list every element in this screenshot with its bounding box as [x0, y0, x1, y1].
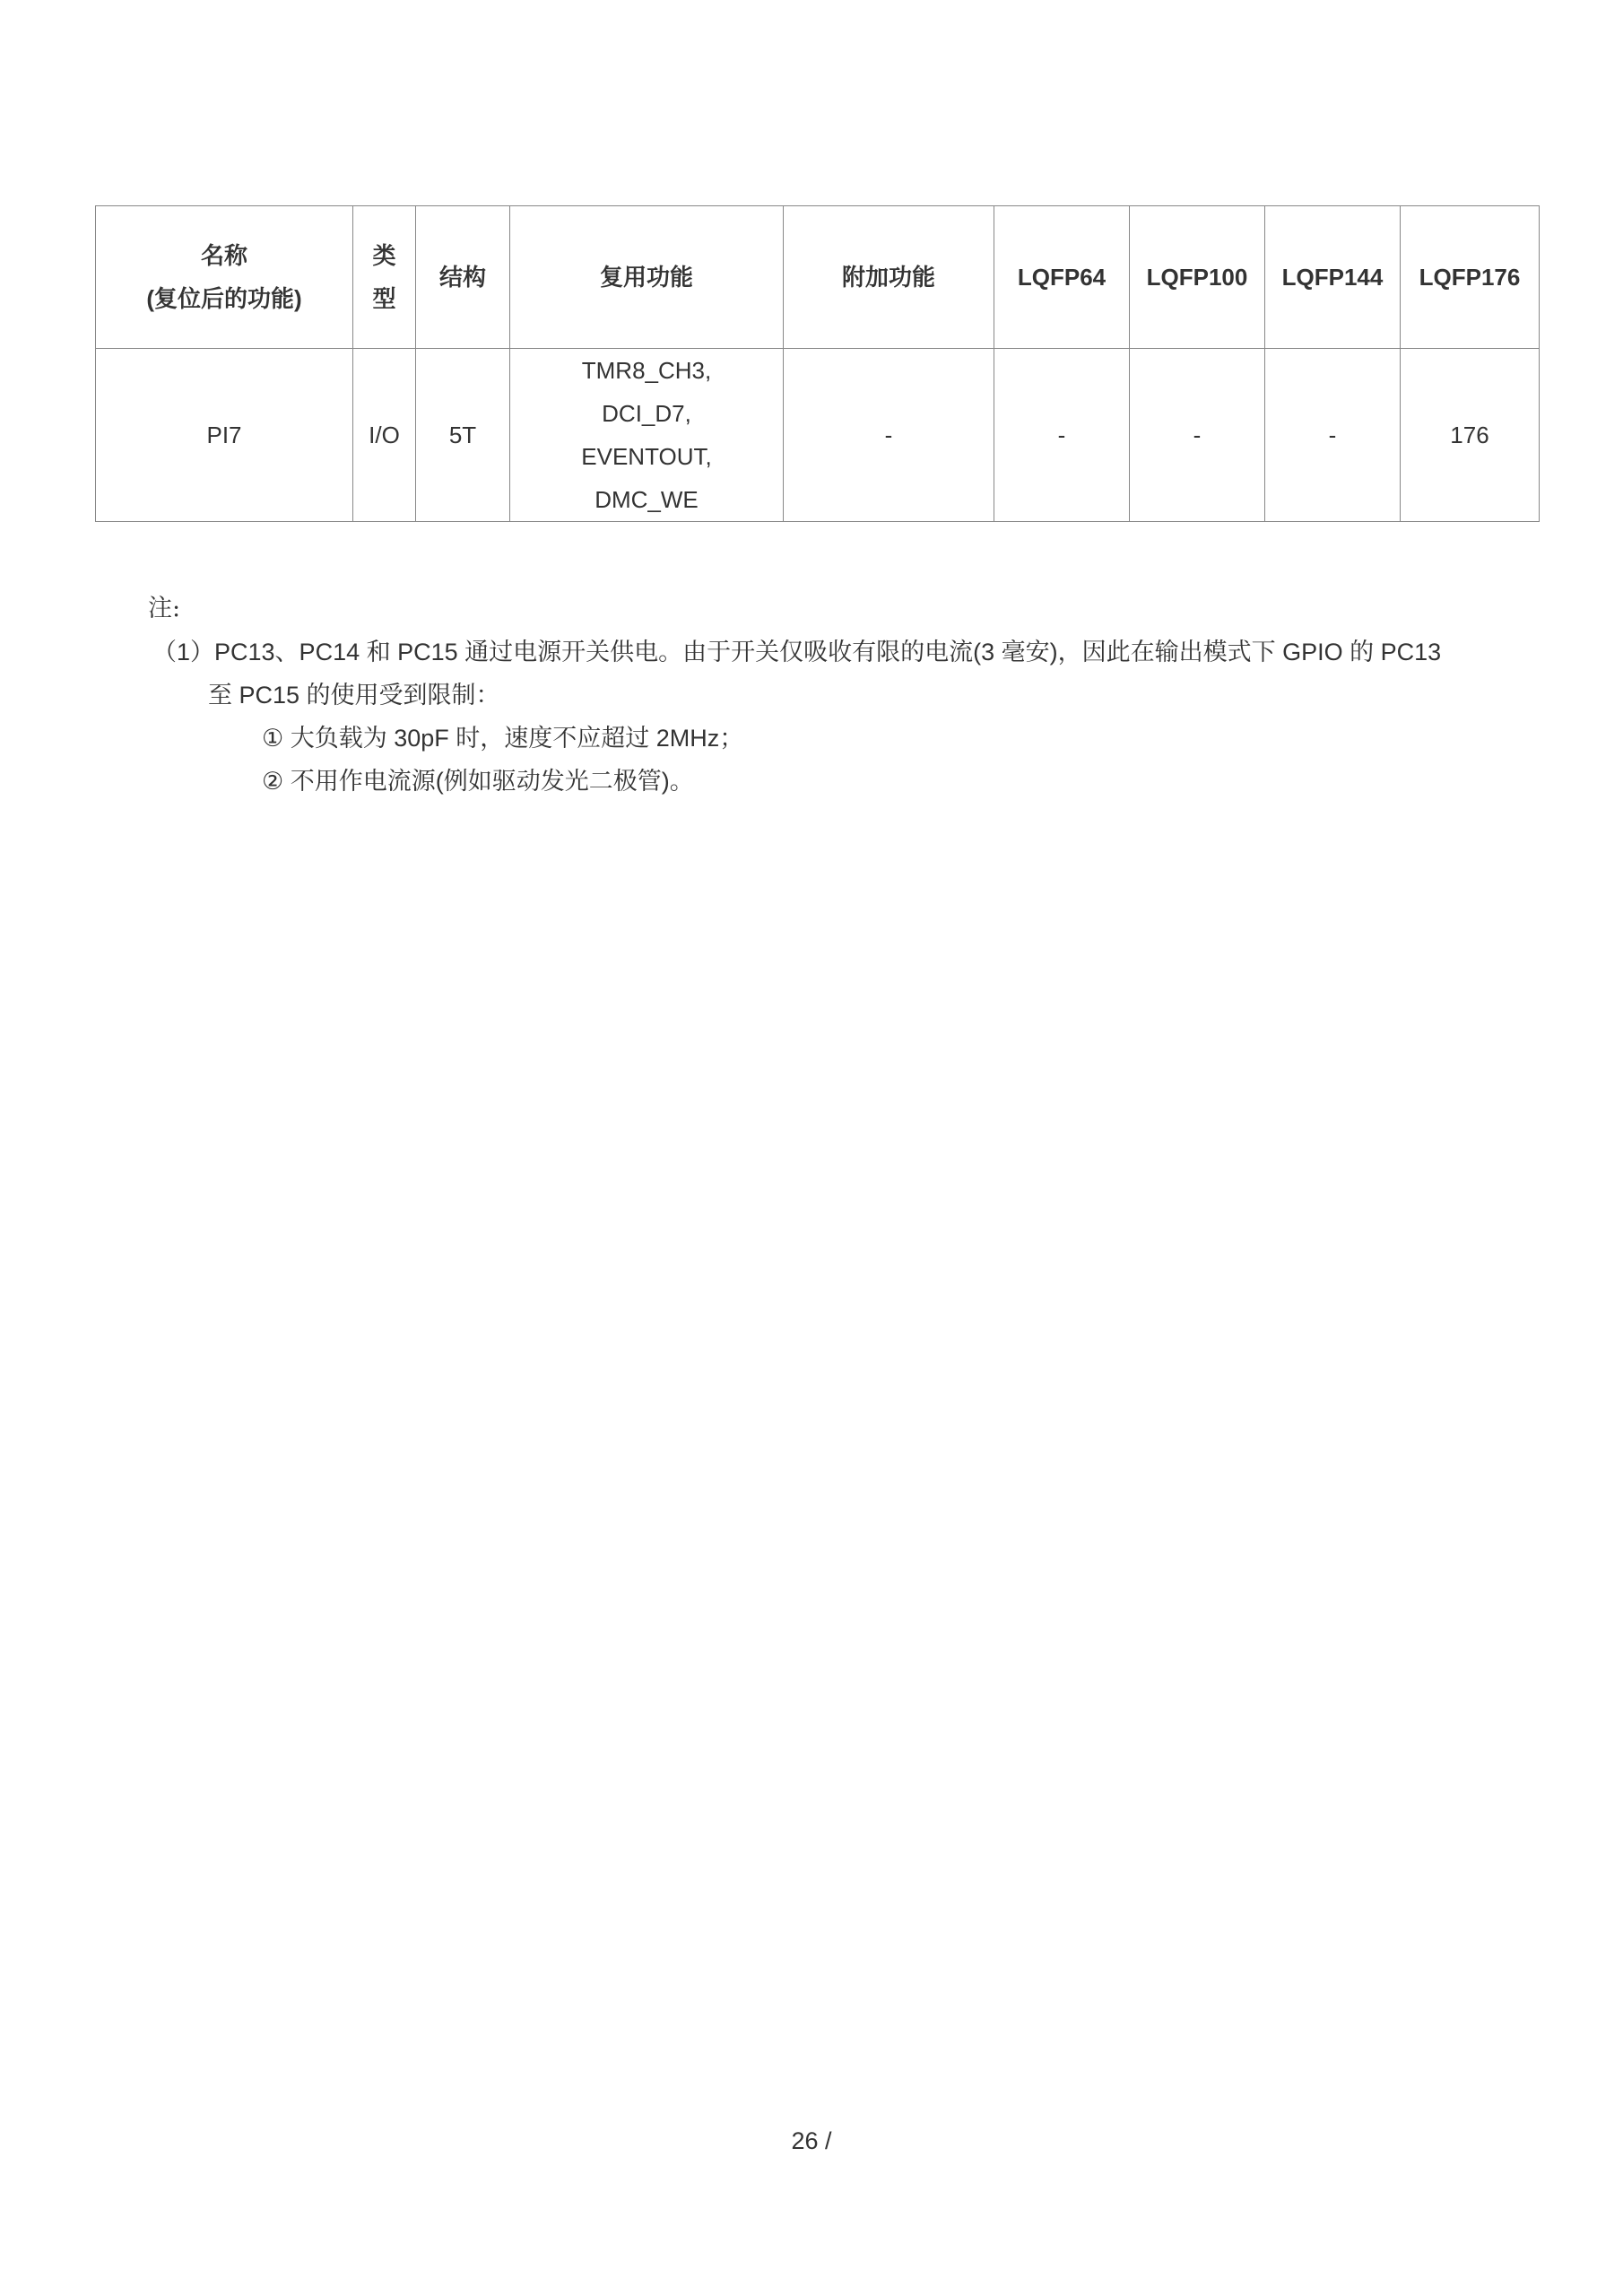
alt-func-line: TMR8_CH3,: [581, 357, 712, 384]
table-header-row: [96, 206, 1540, 349]
cell-type: I/O: [353, 349, 416, 522]
alt-func-line: DMC_WE: [595, 486, 699, 513]
pin-definition-table: [95, 205, 1540, 522]
table-row: [96, 349, 1540, 522]
header-name: [96, 206, 353, 349]
cell-lqfp64: -: [994, 349, 1130, 522]
note-1-line2: 至 PC15 的使用受到限制：: [208, 682, 500, 709]
note-1-sub-item-2: ② 不用作电流源(例如驱动发光二极管)。: [262, 768, 694, 795]
header-lqfp64: LQFP64: [994, 206, 1130, 349]
alt-func-line: DCI_D7,: [602, 400, 691, 427]
cell-name: PI7: [96, 349, 353, 522]
alt-func-line: EVENTOUT,: [581, 443, 712, 470]
header-lqfp176: LQFP176: [1401, 206, 1540, 349]
cell-structure: 5T: [416, 349, 510, 522]
header-lqfp100: LQFP100: [1130, 206, 1265, 349]
header-type-line2: 型: [372, 285, 396, 312]
header-type-line1: 类: [372, 242, 396, 269]
cell-add-func: -: [784, 349, 994, 522]
header-name-line1: 名称: [200, 242, 247, 269]
page-number: 26 /: [791, 2127, 832, 2154]
notes-section: [148, 587, 1441, 803]
cell-alt-func: [510, 349, 784, 522]
header-type: [353, 206, 416, 349]
cell-lqfp100: -: [1130, 349, 1265, 522]
cell-lqfp144: -: [1265, 349, 1401, 522]
notes-title: 注:: [148, 595, 181, 622]
note-1-line1: （1）PC13、PC14 和 PC15 通过电源开关供电。由于开关仅吸收有限的电流(3 毫安)，因此在输出模式下 GPIO 的 PC13: [152, 639, 1442, 665]
header-name-line2: (复位后的功能): [146, 285, 302, 312]
header-alt-func: 复用功能: [510, 206, 784, 349]
header-add-func: 附加功能: [784, 206, 994, 349]
header-lqfp144: LQFP144: [1265, 206, 1401, 349]
note-1-sub-item-1: ① 大负载为 30pF 时，速度不应超过 2MHz；: [262, 725, 744, 752]
header-structure: 结构: [416, 206, 510, 349]
cell-lqfp176: 176: [1401, 349, 1540, 522]
